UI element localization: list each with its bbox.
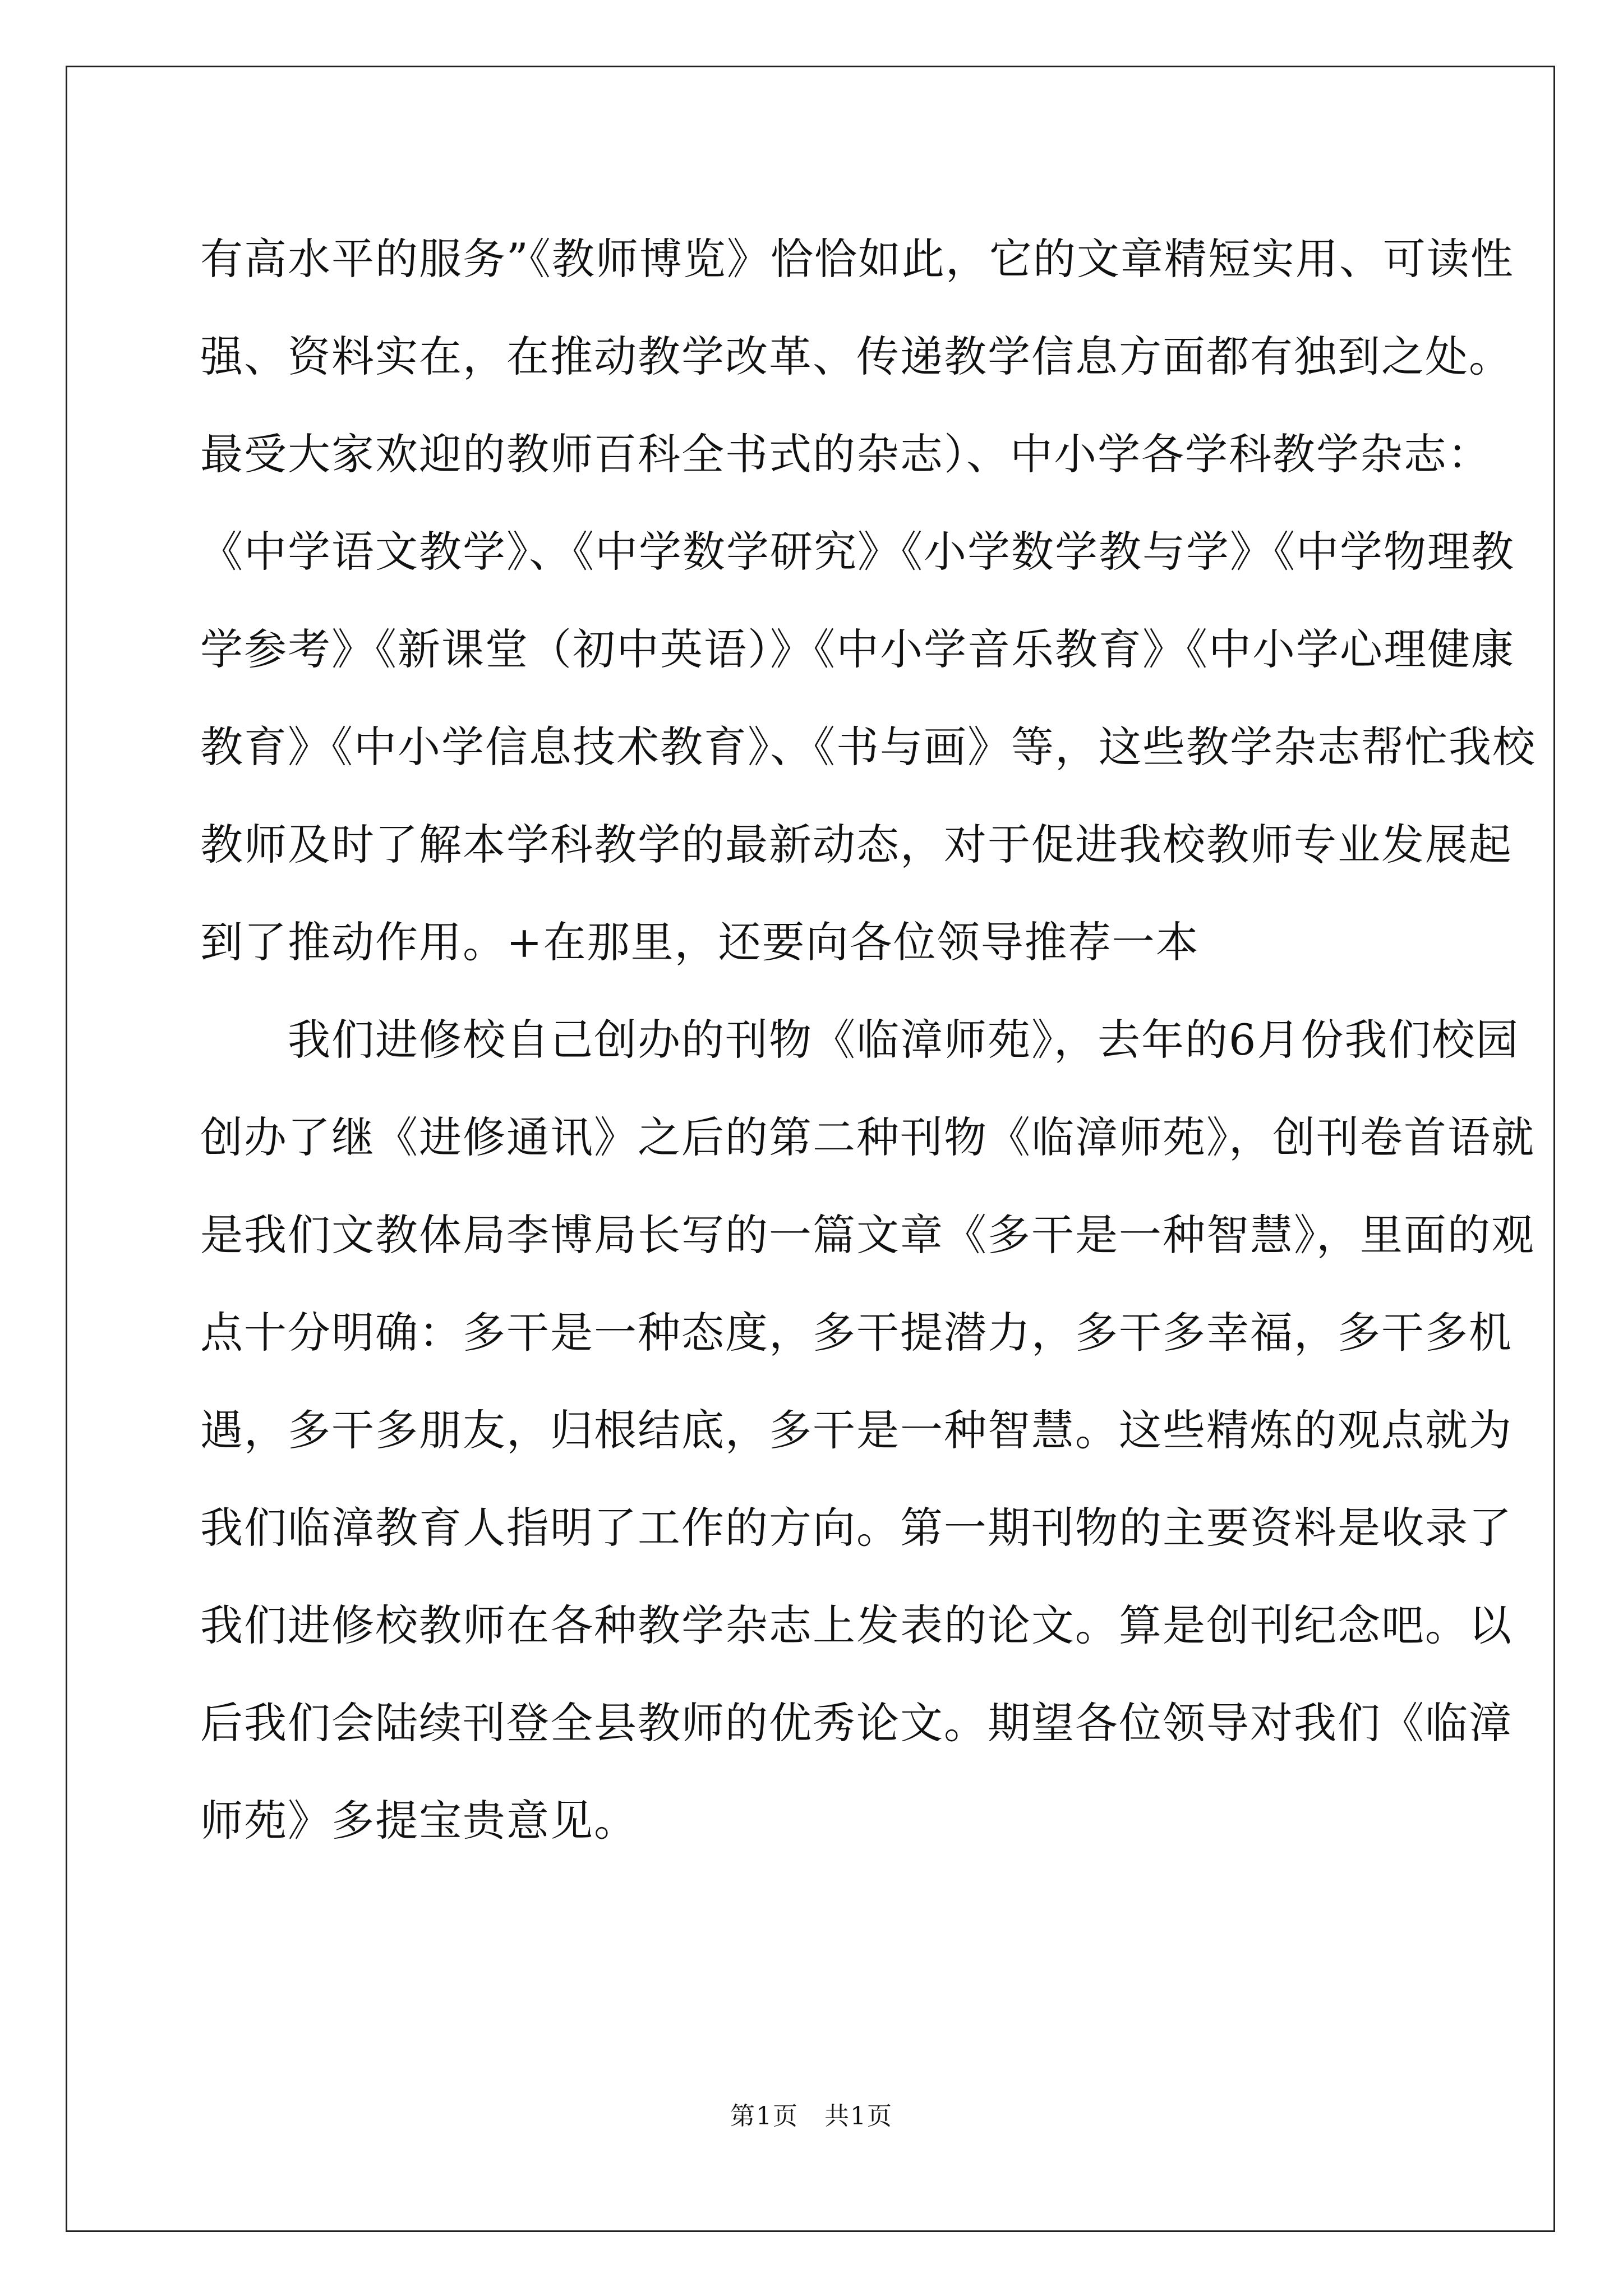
paragraph-2-line-2: 创办了继《进修通讯》之后的第二种刊物《临漳师苑》，创刊卷首语就 <box>200 1112 1535 1162</box>
paragraph-2-line-4: 点十分明确：多干是一种态度，多干提潜力，多干多幸福，多干多机 <box>200 1308 1513 1358</box>
document-body <box>200 210 1536 1870</box>
paragraph-2-line-3: 是我们文教体局李博局长写的一篇文章《多干是一种智慧》，里面的观 <box>200 1210 1535 1260</box>
paragraph-1-line-8: 到了推动作用。+在那里，还要向各位领导推荐一本 <box>200 917 1200 967</box>
paragraph-2-line-7: 我们进修校教师在各种教学杂志上发表的论文。算是创刊纪念吧。以 <box>200 1600 1513 1650</box>
paragraph-2-line-5: 遇，多干多朋友，归根结底，多干是一种智慧。这些精炼的观点就为 <box>200 1405 1513 1455</box>
paragraph-1-line-2: 强、资料实在，在推动教学改革、传递教学信息方面都有独到之处。 <box>200 332 1513 381</box>
paragraph-1-line-4: 《中学语文教学》、《中学数学研究》《小学数学教与学》《中学物理教 <box>200 527 1515 577</box>
paragraph-1-line-1: 有高水平的服务”《教师博览》恰恰如此，它的文章精短实用、可读性 <box>200 234 1514 284</box>
paragraph-2-line-1: 我们进修校自己创办的刊物《临漳师苑》，去年的6月份我们校园 <box>288 1015 1520 1065</box>
paragraph-2-line-8: 后我们会陆续刊登全县教师的优秀论文。期望各位领导对我们《临漳 <box>200 1698 1513 1748</box>
paragraph-2-line-9: 师苑》多提宝贵意见。 <box>200 1796 638 1846</box>
page-number-footer: 第1页 共1页 <box>730 2102 893 2131</box>
paragraph-1-line-6: 教育》《中小学信息技术教育》、《书与画》等，这些教学杂志帮忙我校 <box>200 722 1536 772</box>
paragraph-1-line-3: 最受大家欢迎的教师百科全书式的杂志）、中小学各学科教学杂志： <box>200 429 1491 479</box>
paragraph-1-line-7: 教师及时了解本学科教学的最新动态，对于促进我校教师专业发展起 <box>200 820 1513 869</box>
paragraph-1-line-5: 学参考》《新课堂（初中英语）》《中小学音乐教育》《中小学心理健康 <box>200 624 1515 674</box>
paragraph-2-line-6: 我们临漳教育人指明了工作的方向。第一期刊物的主要资料是收录了 <box>200 1503 1513 1553</box>
